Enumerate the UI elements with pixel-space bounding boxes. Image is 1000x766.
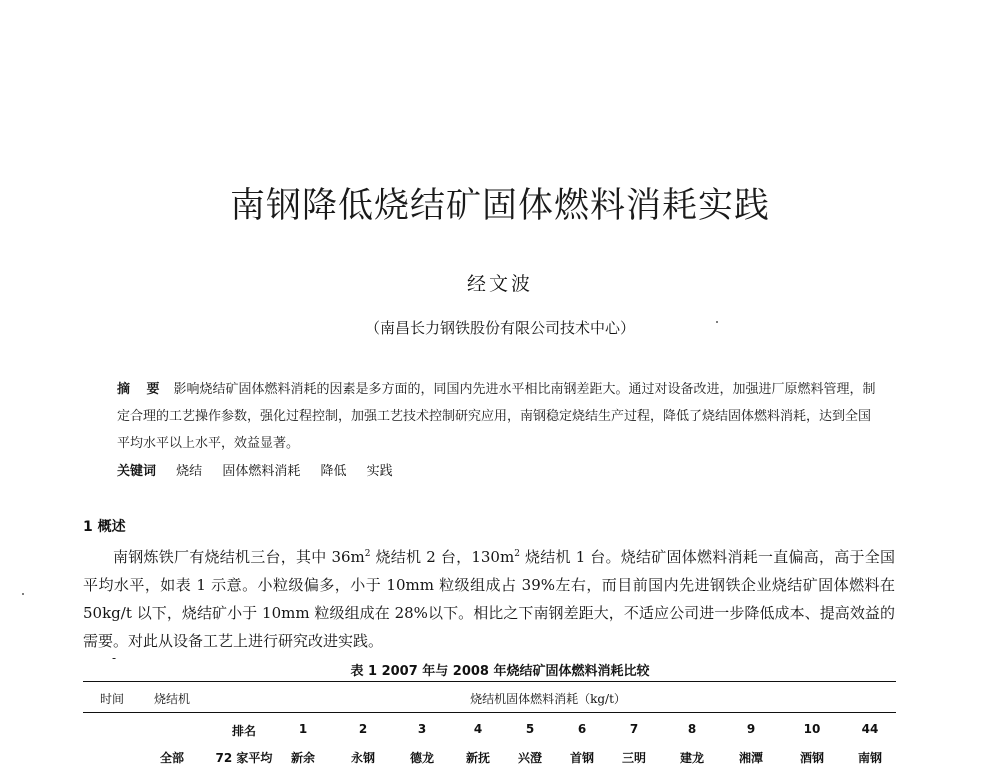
rank-cell: 44 (861, 722, 879, 736)
rank-cell: 2 (358, 722, 368, 736)
table-caption: 表 1 2007 年与 2008 年烧结矿固体燃料消耗比较 (350, 664, 650, 679)
keyword: 烧结 (176, 464, 203, 479)
affiliation: （南昌长力钢铁股份有限公司技术中心） (364, 319, 635, 337)
section-heading: 1 概述 (83, 519, 126, 535)
company-cell: 酒钢 (799, 751, 825, 765)
paper-title: 南钢降低烧结矿固体燃料消耗实践 (229, 186, 770, 226)
company-cell: 兴澄 (517, 751, 543, 765)
keyword: 固体燃料消耗 (222, 464, 301, 479)
company-cell: 德龙 (409, 751, 435, 765)
table-top-rule (83, 681, 896, 682)
abstract-text: 影响烧结矿固体燃料消耗的因素是多方面的，同国内先进水平相比南钢差距大。通过对设备改进，加强进厂原燃料管理，制定合理的工艺操作参数，强化过程控制，加强工艺技术控制研究应用，南钢稳定烧结生产过程，降低了烧结固体燃料消耗，达到全国平均水平以上水平，效益显著。 (117, 382, 876, 451)
rank-cell: 6 (577, 722, 587, 736)
company-cell: 永钢 (350, 751, 376, 765)
company-cell: 首钢 (569, 751, 595, 765)
rank-cell: 10 (803, 722, 821, 736)
scan-speck (716, 321, 718, 323)
keywords-label: 关键词 (117, 464, 157, 479)
section-paragraph (83, 540, 895, 655)
header-machine: 烧结机 (153, 692, 191, 706)
rank-cell: 9 (746, 722, 756, 736)
company-cell: 南钢 (857, 751, 883, 765)
table-header-rule (83, 712, 896, 713)
company-cell: 新余 (290, 751, 316, 765)
scan-speck (22, 593, 24, 595)
paragraph-part: 烧结机 2 台，130m (375, 548, 515, 566)
abstract (117, 376, 877, 457)
company-cell: 建龙 (679, 751, 705, 765)
rank-cell: 5 (525, 722, 535, 736)
avg-label: 72 家平均 (215, 751, 273, 765)
paragraph-part: 南钢炼铁厂有烧结机三台，其中 36m (113, 548, 365, 566)
rank-cell: 3 (417, 722, 427, 736)
rank-cell: 1 (298, 722, 308, 736)
superscript: 2 (364, 549, 371, 559)
rank-cell: 7 (629, 722, 639, 736)
all-label: 全部 (159, 751, 185, 765)
header-consumption: 烧结机固体燃料消耗（kg/t） (470, 692, 626, 706)
author-name: 经文波 (466, 273, 533, 295)
company-cell: 三明 (621, 751, 647, 765)
rank-cell: 4 (473, 722, 483, 736)
header-time: 时间 (99, 692, 125, 706)
keyword: 降低 (320, 464, 347, 479)
keywords (117, 460, 409, 479)
dash-mark: - (112, 651, 117, 665)
company-cell: 湘潭 (738, 751, 764, 765)
company-cell: 新抚 (465, 751, 491, 765)
rank-cell: 8 (687, 722, 697, 736)
keyword: 实践 (366, 464, 393, 479)
superscript: 2 (514, 549, 520, 559)
abstract-label: 摘 要 (117, 382, 166, 397)
paragraph-part: 烧结机 1 台。烧结矿固体燃料消耗一直偏高，高于全国平均水平，如表 1 示意。小粒级偏多，小于 10mm 粒级组成占 39%左右，而目前国内先进钢铁企业烧结矿固体燃料在 50kg/t 以下，烧结矿小于 10mm 粒级组成在 28%以下。相比之下南钢差距大，不适应公司进一步降低成本、提高效益的需要。对此从设备工艺上进行研究改进实践。 (83, 548, 895, 650)
rank-label: 排名 (231, 724, 257, 738)
